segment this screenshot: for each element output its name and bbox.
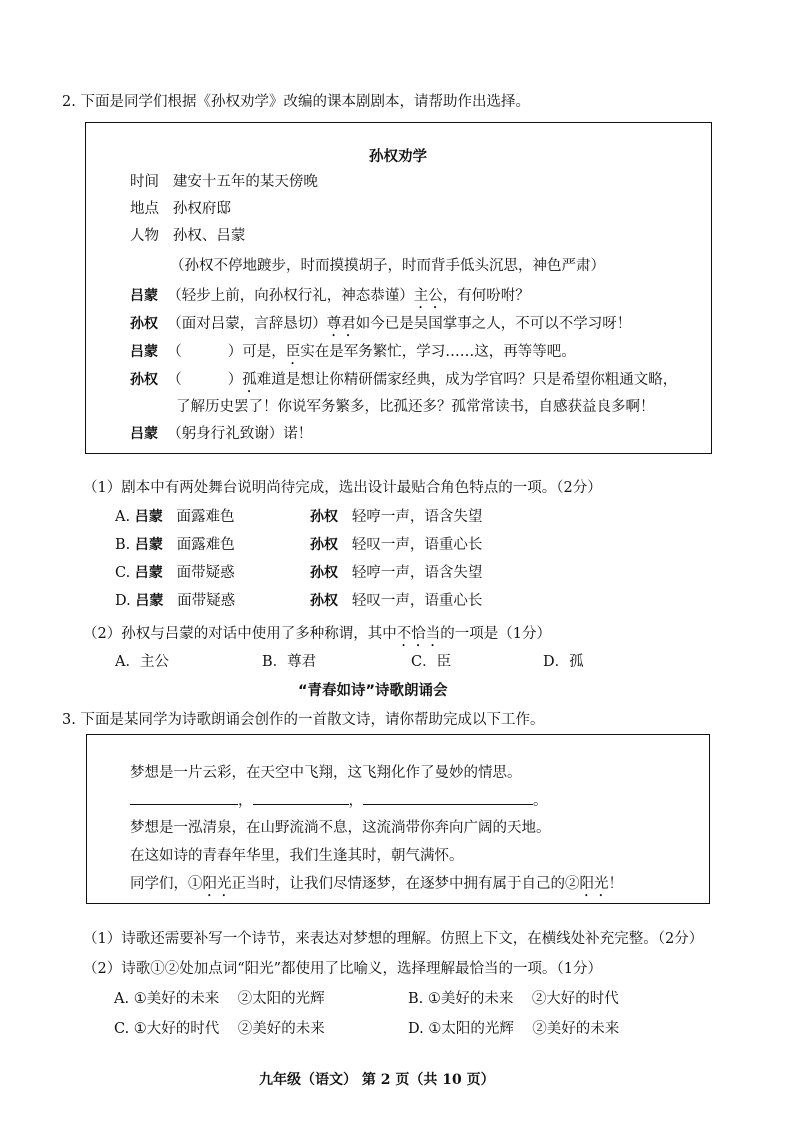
option-desc-1: 面露难色 [176,537,235,553]
script-line-4-cont: 了解历史罢了！你说军务繁多，比孤还多？孤常常读书，自感获益良多啊！ [176,399,655,415]
term-gu: 孤 [242,372,257,388]
stage-note: （轻步上前，向孙权行礼，神态恭谨） [167,288,414,304]
role-sunquan: 孙权 [130,316,158,332]
q2-sub2-option-d[interactable]: D．孤 [543,654,584,670]
option-desc-2: 轻叹一声，语重心长 [351,537,483,553]
poem-text: 同学们，① [130,876,203,892]
script-time [130,170,318,191]
q3-option-c[interactable] [114,1017,325,1038]
q2-sub1-option-a-2 [310,505,482,526]
option-part-2: ②美好的未来 [532,1021,620,1037]
option-letter: D. [408,1021,424,1037]
role-lumeng: 吕蒙 [130,344,158,360]
blank-field-3[interactable] [363,792,533,805]
term-zhugong: 主公 [413,288,443,304]
place-value: 孙权府邸 [172,201,231,217]
stem-emphasis: 不恰当 [396,626,441,642]
option-desc-2: 轻叹一声，语重心长 [351,593,483,609]
role-sunquan: 孙权 [130,372,158,388]
role-lumeng: 吕蒙 [130,426,158,442]
q2-sub1-option-b[interactable] [115,533,235,554]
term-zunjun: 尊君 [326,316,356,332]
paren-close: ）可是， [227,344,286,360]
q2-sub1-stem: （1）剧本中有两处舞台说明尚待完成，选出设计最贴合角色特点的一项。（2分） [83,480,602,496]
dialogue: ，有何吩咐？ [442,288,530,304]
option-part-1: ①太阳的光辉 [428,1021,514,1037]
q2-sub1-option-c[interactable] [115,561,235,582]
blank-field-2[interactable] [253,792,349,805]
q3-sub1-stem: （1）诗歌还需要补写一个诗节，来表达对梦想的理解。仿照上下文，在横线处补充完整。（2分） [83,931,704,947]
script-line-5 [130,422,312,443]
q2-sub2-stem [83,622,551,650]
poem-text: ！ [608,876,623,892]
blank-field-1[interactable] [130,792,238,805]
dialogue: 难道是想让你精研儒家经典，成为学官吗？只是希望你粗通文略， [256,372,678,388]
script-line-4 [130,368,677,396]
option-desc-2: 轻哼一声，语含失望 [351,565,483,581]
time-value: 建安十五年的某天傍晚 [172,174,318,190]
option-desc-2: 轻哼一声，语含失望 [351,509,483,525]
q2-sub2-option-b[interactable]: B．尊君 [262,654,317,670]
people-label: 人物 [130,228,159,244]
option-letter: D. [115,593,131,609]
people-value: 孙权、吕蒙 [172,228,246,244]
script-people [130,224,245,245]
stem-text: 的一项是（1分） [440,626,551,642]
q3-option-a[interactable] [114,987,325,1008]
separator: ， [238,793,253,809]
line-end: 。 [533,793,548,809]
option-letter: C. [114,1021,130,1037]
option-desc-1: 面带疑惑 [176,565,235,581]
poem-line-1: 梦想是一片云彩，在天空中飞翔，这飞翔化作了曼妙的情思。 [130,765,522,781]
q3-option-b[interactable] [408,987,619,1008]
dotted-word-1: 阳光 [202,876,232,892]
question-2-stem: 2. 下面是同学们根据《孙权劝学》改编的课本剧剧本，请帮助作出选择。 [62,94,530,110]
q2-sub1-option-a[interactable] [115,505,235,526]
option-desc-1: 面露难色 [176,509,235,525]
option-letter: B. [408,991,424,1007]
q2-sub1-option-c-2 [310,561,482,582]
q2-sub2-option-a[interactable]: A．主公 [115,654,169,670]
q2-sub1-option-d[interactable] [115,589,235,610]
dotted-word-2: 阳光 [579,876,609,892]
option-letter: A. [114,991,130,1007]
option-letter: A. [115,509,131,525]
dialogue: 实在是军务繁忙，学习……这，再等等吧。 [300,344,576,360]
option-desc-1: 面带疑惑 [177,593,236,609]
q2-sub2-option-c[interactable]: C．臣 [411,654,452,670]
term-chen: 臣 [285,344,301,360]
option-role-1: 吕蒙 [135,593,164,609]
option-role-2: 孙权 [310,565,338,581]
option-part-2: ②太阳的光辉 [237,991,325,1007]
poem-line-5 [130,872,623,900]
option-part-1: ①大好的时代 [133,1021,220,1037]
section-title: “青春如诗”诗歌朗诵会 [298,683,448,699]
time-label: 时间 [130,174,159,190]
q3-option-d[interactable] [408,1017,619,1038]
question-3-stem: 3. 下面是某同学为诗歌朗诵会创作的一首散文诗，请你帮助完成以下工作。 [62,712,545,728]
option-role-1: 吕蒙 [134,537,163,553]
q2-sub1-option-b-2 [310,533,482,554]
poem-text: 正当时，让我们尽情逐梦，在逐梦中拥有属于自己的② [231,876,580,892]
dialogue: （躬身行礼致谢）诺！ [167,426,313,442]
script-line-2 [130,312,631,340]
script-title: 孙权劝学 [369,149,427,165]
poem-blank-line [130,789,548,810]
paren-open: （ [167,344,182,360]
poem-line-3: 梦想是一泓清泉，在山野流淌不息，这流淌带你奔向广阔的天地。 [130,820,551,836]
q3-sub2-stem: （2）诗歌①②处加点词“阳光”都使用了比喻义，选择理解最恰当的一项。（1分） [83,961,603,977]
stage-direction: （孙权不停地踱步，时而摸摸胡子，时而背手低头沉思，神色严肃） [170,258,605,274]
option-letter: B. [115,537,131,553]
q2-sub1-option-d-2 [310,589,482,610]
stage-note: （面对吕蒙，言辞恳切） [167,316,327,332]
separator: ， [348,793,363,809]
option-part-2: ②美好的未来 [237,1021,325,1037]
script-line-1 [130,284,530,312]
stem-text: （2）孙权与吕蒙的对话中使用了多种称谓，其中 [83,626,397,642]
option-role-2: 孙权 [310,537,338,553]
paren-open: （ [167,372,182,388]
poem-line-4: 在这如诗的青春年华里，我们生逢其时，朝气满怀。 [130,848,464,864]
option-part-1: ①美好的未来 [427,991,514,1007]
option-role-1: 吕蒙 [134,565,163,581]
option-role-1: 吕蒙 [134,509,163,525]
script-line-3 [130,340,576,368]
option-part-2: ②大好的时代 [531,991,619,1007]
option-role-2: 孙权 [310,593,338,609]
option-letter: C. [115,565,131,581]
role-lumeng: 吕蒙 [130,288,158,304]
dialogue: 如今已是吴国掌事之人，不可以不学习呀！ [355,316,632,332]
option-part-1: ①美好的未来 [133,991,220,1007]
place-label: 地点 [130,201,159,217]
page-footer: 九年级（语文） 第 2 页（共 10 页） [259,1072,495,1088]
paren-close: ） [227,372,243,388]
script-place [130,197,231,218]
option-role-2: 孙权 [310,509,338,525]
